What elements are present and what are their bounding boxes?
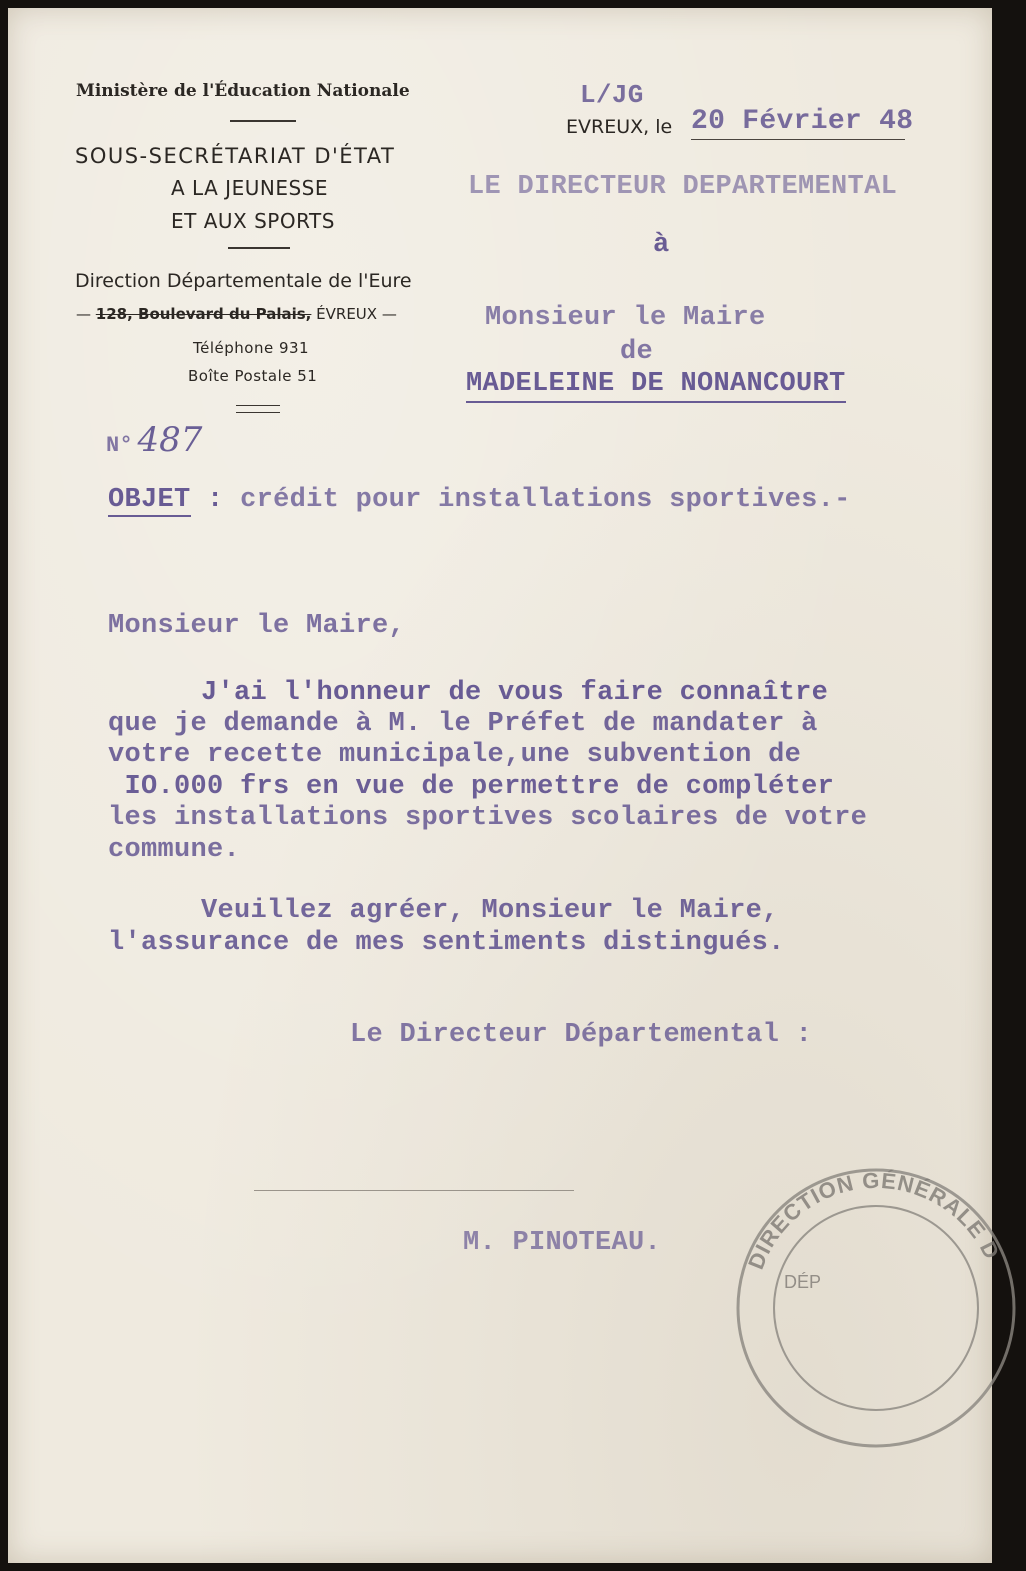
address-city: ÉVREUX — xyxy=(316,305,397,323)
number-prefix: N° xyxy=(106,433,134,458)
recipient-line-2: de xyxy=(620,337,654,367)
to-word: à xyxy=(653,230,670,260)
address-street: 128, Boulevard du Palais, xyxy=(95,305,312,323)
telephone: Téléphone 931 xyxy=(193,339,310,357)
official-stamp xyxy=(726,1158,1026,1458)
body-line-6: commune. xyxy=(108,835,241,865)
recipient-line-1: Monsieur le Maire xyxy=(485,303,766,333)
date-line xyxy=(691,139,905,140)
salutation: Monsieur le Maire, xyxy=(108,611,406,641)
number-value: 487 xyxy=(137,420,203,460)
signature-title: Le Directeur Départemental : xyxy=(350,1020,813,1050)
body-line-1: J'ai l'honneur de vous faire connaître xyxy=(201,678,829,708)
body-line-5: les installations sportives scolaires de votre xyxy=(108,803,868,833)
address-line xyxy=(76,305,397,323)
signature-rule xyxy=(254,1190,574,1191)
closing-line-2: l'assurance de mes sentiments distingués. xyxy=(108,928,785,958)
stamp-inner-text: DÉP xyxy=(784,1272,822,1292)
body-line-3: votre recette municipale,une subvention de xyxy=(108,740,802,770)
signatory-name: M. PINOTEAU. xyxy=(463,1228,662,1258)
letter-number xyxy=(106,420,202,460)
object-text: crédit pour installations sportives.- xyxy=(240,485,851,515)
postbox: Boîte Postale 51 xyxy=(188,367,318,385)
date-value: 20 Février 48 xyxy=(691,106,914,137)
object-separator: : xyxy=(207,485,224,515)
direction-name: Direction Départementale de l'Eure xyxy=(75,270,412,292)
date-prefix: EVREUX, le xyxy=(566,116,673,138)
header-divider xyxy=(236,405,280,406)
header-divider xyxy=(228,247,290,249)
stamp-outer-text: DIRECTION GÉNÉRALE D xyxy=(743,1167,1005,1273)
svg-text:DIRECTION GÉNÉRALE D xyxy=(743,1168,1005,1273)
body-line-2: que je demande à M. le Préfet de mandater à xyxy=(108,709,818,739)
recipient-line-3: MADELEINE DE NONANCOURT xyxy=(466,369,846,403)
object-label: OBJET xyxy=(108,485,191,515)
letter-page xyxy=(8,8,1005,1563)
header-divider xyxy=(230,120,296,122)
body-line-4: IO.000 frs en vue de permettre de compléter xyxy=(108,772,835,802)
address-dash: — xyxy=(76,305,91,323)
object-line xyxy=(108,485,851,515)
closing-line-1: Veuillez agréer, Monsieur le Maire, xyxy=(201,896,779,926)
ministry-name: Ministère de l'Éducation Nationale xyxy=(76,81,410,101)
reference: L/JG xyxy=(580,80,644,110)
secretariat-line-2: A LA JEUNESSE xyxy=(171,176,328,200)
sender-title: LE DIRECTEUR DEPARTEMENTAL xyxy=(468,172,898,202)
secretariat-line-1: SOUS-SECRÉTARIAT D'ÉTAT xyxy=(75,144,396,168)
header-divider xyxy=(236,412,280,413)
secretariat-line-3: ET AUX SPORTS xyxy=(171,209,335,233)
